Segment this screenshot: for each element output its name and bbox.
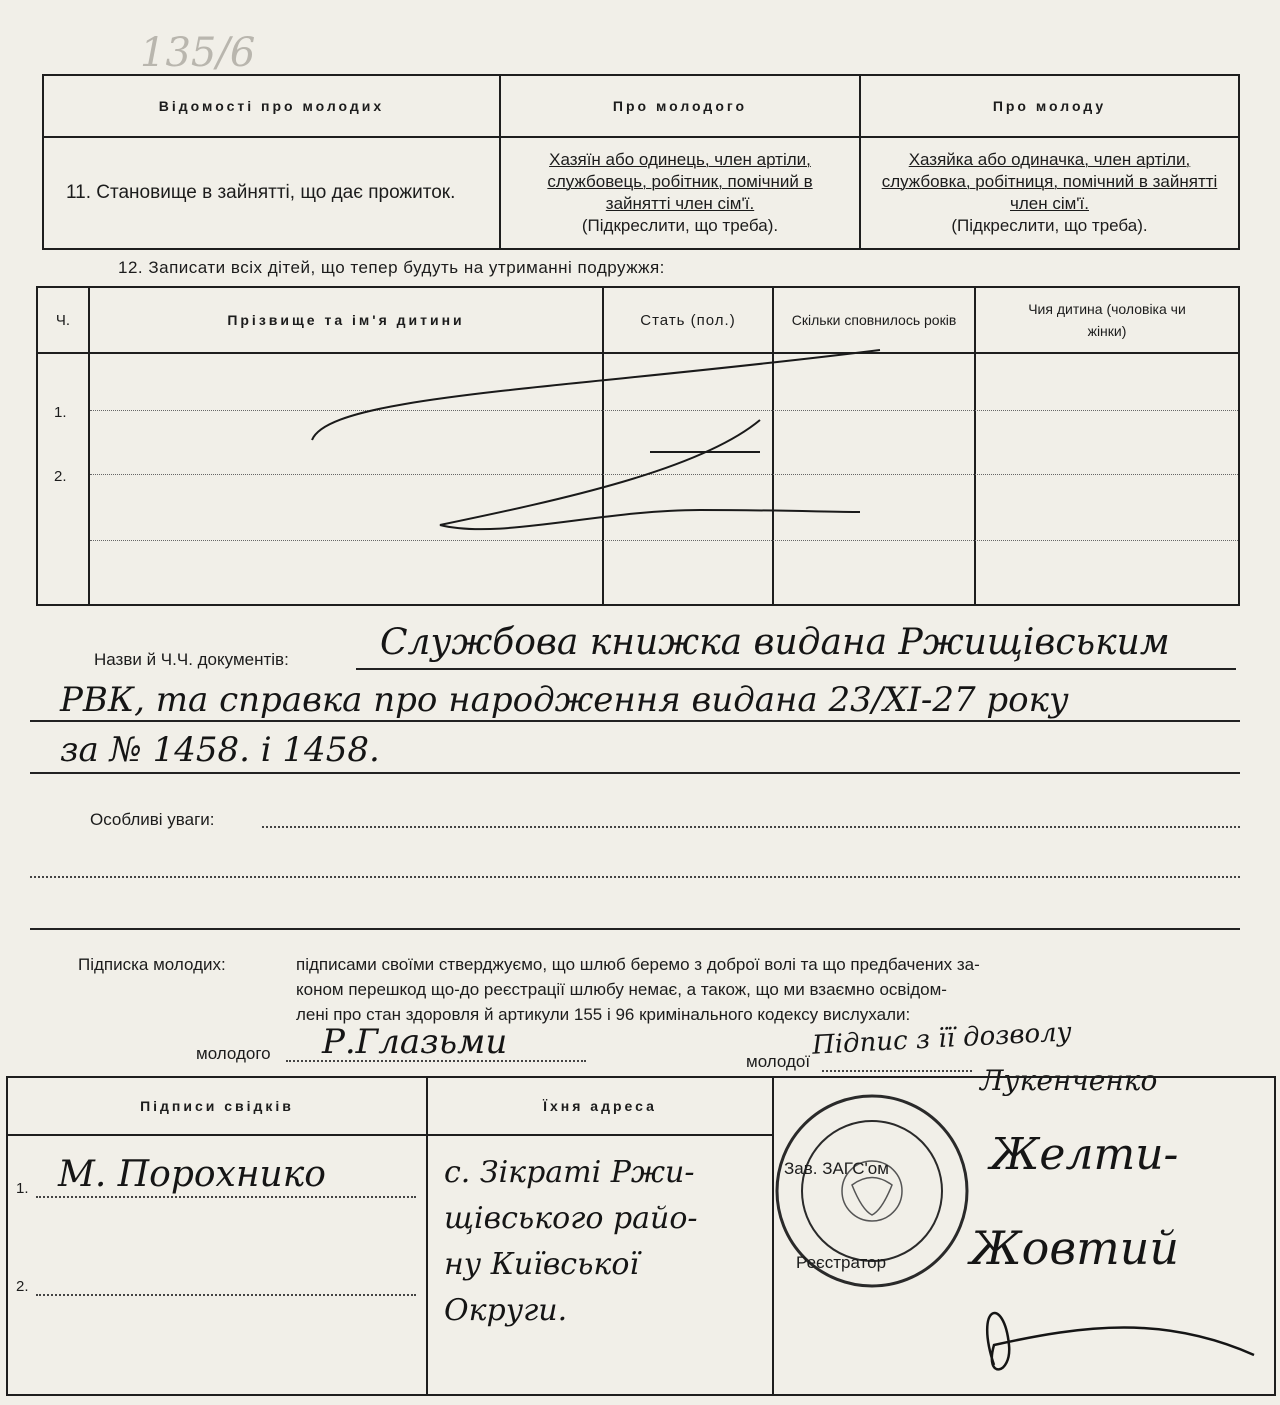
doc-line-3: [30, 772, 1240, 774]
col-sex: Стать (пол.): [603, 287, 773, 353]
col-whose: Чия дитина (чоловіка чи жінки): [975, 287, 1239, 353]
header-label: Відомості про молодих: [43, 75, 500, 137]
signature-text-3: лені про стан здоровля й артикули 155 і 96 кримінального кодексу вислухали:: [296, 1005, 911, 1024]
witness-row-2: 2.: [16, 1278, 29, 1295]
bride-sig-line: [822, 1070, 972, 1072]
witness-line-2: [36, 1294, 416, 1296]
remarks-line-1: [262, 826, 1240, 828]
documents-line-3: за № 1458. і 1458.: [60, 730, 380, 770]
registrar-label: Реєстратор: [796, 1253, 887, 1272]
signature-label: Підписка молодих:: [78, 955, 226, 974]
documents-label: Назви й Ч.Ч. документів:: [94, 650, 289, 669]
registry-signatures-cell: [773, 1129, 1275, 1395]
documents-line-1: Службова книжка видана Ржищівським: [380, 622, 1170, 663]
witness-address-2: щівського райо-: [444, 1201, 698, 1236]
bride-signature: Лукенченко: [980, 1064, 1158, 1097]
witness-address-1: с. Зікраті Ржи-: [444, 1155, 695, 1190]
header-groom: Про молодого: [500, 75, 860, 137]
witness-address-cell: [427, 1135, 773, 1395]
groom-occupation-text: Хазяїн або одинець, член артіли, службовець, робітник, помічний в зайнятті член сім'ї.: [547, 150, 813, 213]
groom-signature: Р.Глазьми: [322, 1022, 508, 1062]
header-signatures: Підписи свідків: [7, 1077, 427, 1135]
question-11: 11. Становище в зайнятті, що дає прожиток.: [43, 137, 500, 249]
signature-text-1: підписами своїми стверджуємо, що шлюб беремо з доброї волі та що предбачених за-: [296, 955, 980, 974]
registrar-signature: Жовтий: [970, 1221, 1180, 1275]
bride-label: молодої: [746, 1052, 811, 1071]
witness-address-4: Округи.: [444, 1293, 568, 1328]
witness-sigs-cell: [7, 1135, 427, 1395]
row-2-label: 2.: [54, 468, 67, 485]
signature-text-2: коном перешкод що-до реєстрації шлюбу немає, а також, що ми взаємно освідом-: [296, 980, 947, 999]
witness-row-1: 1.: [16, 1180, 29, 1197]
remarks-line-3: [30, 928, 1240, 930]
witnesses-table: [6, 1076, 1276, 1396]
col-name: Прізвище та ім'я дитини: [89, 287, 603, 353]
header-address: Їхня адреса: [427, 1077, 773, 1135]
remarks-label: Особливі уваги:: [90, 810, 215, 829]
bride-signature-note: Підпис з її дозволу: [811, 1017, 1073, 1061]
remarks-line-2: [30, 876, 1240, 878]
witness-1-signature: М. Порохнико: [58, 1154, 326, 1195]
head-signature: Желти-: [990, 1129, 1179, 1180]
signature-flourish: [964, 1285, 1264, 1405]
row-1-label: 1.: [54, 404, 67, 421]
head-of-registry-label: Зав. ЗАГС'ом: [784, 1159, 889, 1178]
doc-line-1: [356, 668, 1236, 670]
children-title: 12. Записати всіх дітей, що тепер будуть на утриманні подружжя:: [118, 258, 665, 277]
col-age: Скільки сповнилось років: [773, 287, 975, 353]
doc-line-2: [30, 720, 1240, 722]
header-bride: Про молоду: [860, 75, 1239, 137]
witness-address-3: ну Київської: [444, 1247, 639, 1282]
groom-label: молодого: [196, 1044, 271, 1063]
bride-occupation-note: (Підкреслити, що треба).: [951, 216, 1148, 235]
groom-occupation-note: (Підкреслити, що треба).: [581, 216, 779, 235]
documents-line-2: РВК, та справка про народження видана 23/XI-27 року: [60, 680, 1069, 720]
pencil-note: 135/6: [140, 30, 256, 76]
bride-occupation-text: Хазяйка або одиначка, член артіли, службовка, робітниця, помічний в зайнятті член сім'ї.: [881, 150, 1218, 213]
col-num: Ч.: [37, 287, 89, 353]
witness-line-1: [36, 1196, 416, 1198]
